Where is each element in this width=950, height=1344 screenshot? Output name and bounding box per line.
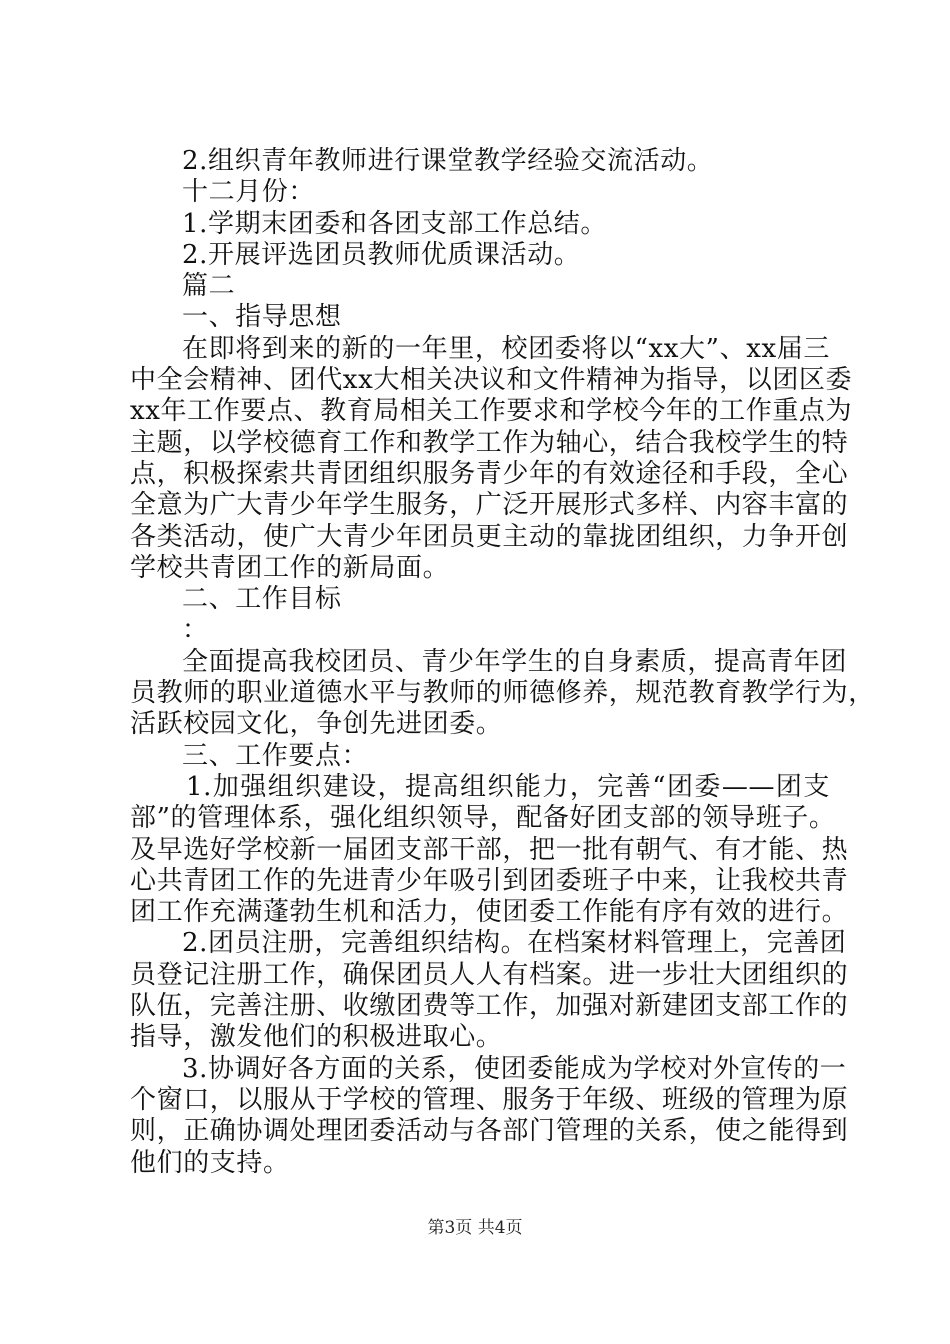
paragraph-line: 全面提高我校团员、青少年学生的自身素质，提高青年团 [182, 646, 848, 677]
section-heading: 三、工作要点： [182, 740, 369, 771]
document-body [130, 146, 875, 1179]
paragraph-line: 活跃校园文化，争创先进团委。 [130, 709, 503, 740]
paragraph-line: 中全会精神、团代xx大相关决议和文件精神为指导，以团区委 [130, 365, 853, 396]
paragraph-line: 个窗口，以服从于学校的管理、服务于年级、班级的管理为原 [130, 1084, 849, 1115]
paragraph-line: 在即将到来的新的一年里，校团委将以“xx大”、xx届三 [182, 333, 830, 364]
section-heading: 篇二 [182, 271, 236, 302]
paragraph-line: 学校共青团工作的新局面。 [130, 552, 450, 583]
list-item: 2.开展评选团员教师优质课活动。 [182, 239, 581, 270]
paragraph-line: 3.协调好各方面的关系，使团委能成为学校对外宣传的一 [182, 1053, 847, 1084]
paragraph-line: 则，正确协调处理团委活动与各部门管理的关系，使之能得到 [130, 1116, 849, 1147]
paragraph-line: 点，积极探索共青团组织服务青少年的有效途径和手段，全心 [130, 458, 849, 489]
paragraph-line: 他们的支持。 [130, 1147, 290, 1178]
paragraph-line: ： [182, 615, 209, 646]
paragraph-line: 各类活动，使广大青少年团员更主动的靠拢团组织，力争开创 [130, 521, 849, 552]
paragraph-line: 员教师的职业道德水平与教师的师德修养，规范教育教学行为， [130, 678, 875, 709]
paragraph-line: 队伍，完善注册、收缴团费等工作，加强对新建团支部工作的 [130, 991, 849, 1022]
paragraph-line: 全意为广大青少年学生服务，广泛开展形式多样、内容丰富的 [130, 490, 849, 521]
paragraph-line: 部”的管理体系，强化组织领导，配备好团支部的领导班子。 [130, 803, 836, 834]
list-item: 1.学期末团委和各团支部工作总结。 [182, 208, 608, 239]
paragraph-line: 及早选好学校新一届团支部干部，把一批有朝气、有才能、热 [130, 834, 849, 865]
list-item: 2.组织青年教师进行课堂教学经验交流活动。 [182, 146, 714, 176]
paragraph-line: 指导，激发他们的积极进取心。 [130, 1022, 503, 1053]
page-number-footer: 第3页 共4页 [427, 1218, 523, 1238]
paragraph-line: 员登记注册工作，确保团员人人有档案。进一步壮大团组织的 [130, 959, 849, 990]
paragraph-line: xx年工作要点、教育局相关工作要求和学校今年的工作重点为 [130, 396, 853, 427]
section-heading: 十二月份： [182, 177, 316, 208]
section-heading: 二、工作目标 [182, 584, 342, 615]
paragraph-line: 2.团员注册，完善组织结构。在档案材料管理上，完善团 [182, 928, 847, 959]
section-heading: 一、指导思想 [182, 302, 342, 333]
paragraph-line: 1.加强组织建设，提高组织能力，完善“团委——团支 [186, 771, 830, 802]
paragraph-line: 心共青团工作的先进青少年吸引到团委班子中来，让我校共青 [130, 865, 849, 896]
paragraph-line: 主题，以学校德育工作和教学工作为轴心，结合我校学生的特 [130, 427, 849, 458]
paragraph-line: 团工作充满蓬勃生机和活力，使团委工作能有序有效的进行。 [130, 897, 849, 928]
